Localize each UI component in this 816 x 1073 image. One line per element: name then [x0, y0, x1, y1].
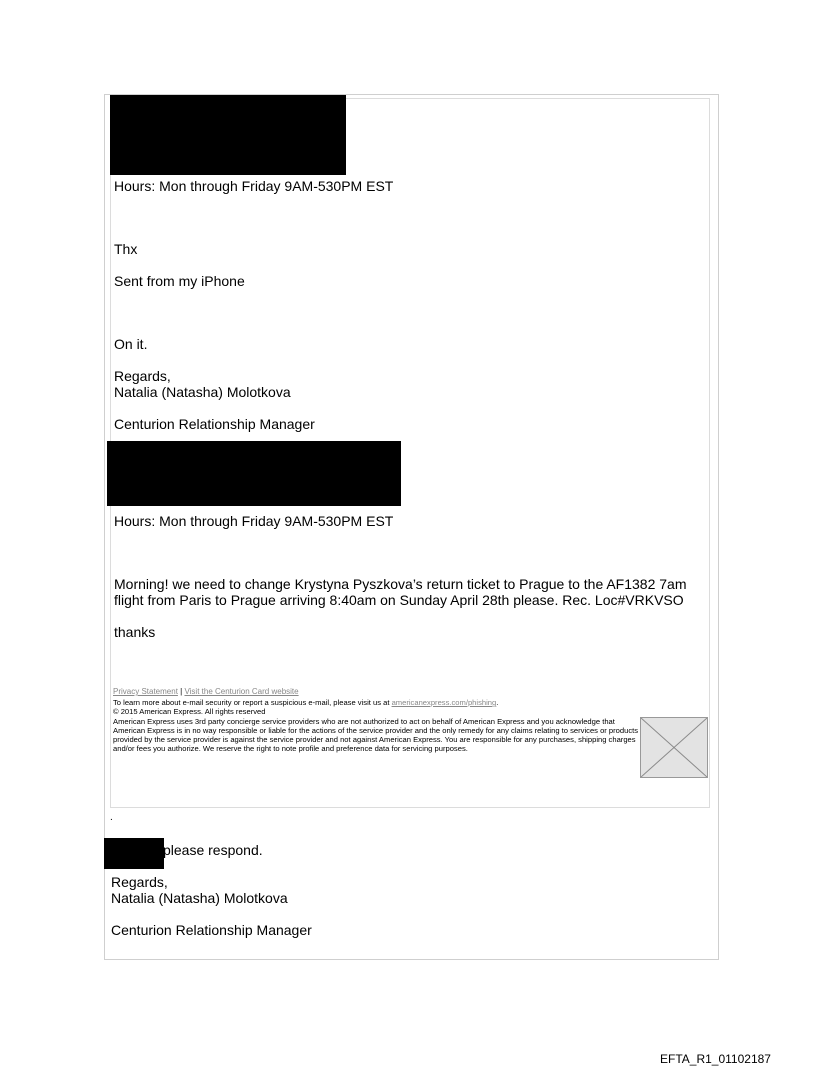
phishing-link[interactable]: americanexpress.com/phishing [391, 698, 497, 707]
hours-text: Hours: Mon through Friday 9AM-530PM EST [114, 513, 394, 529]
footer-links [113, 687, 299, 696]
copyright-text: © 2015 American Express. All rights reserved [113, 707, 266, 717]
privacy-statement-link[interactable]: Privacy Statement [113, 687, 178, 696]
regards-text: Regards, [111, 874, 168, 890]
hours-text: Hours: Mon through Friday 9AM-530PM EST [114, 178, 394, 194]
regards-text: Regards, [114, 368, 171, 384]
signature-title: Centurion Relationship Manager [114, 416, 315, 432]
thx-text: Thx [114, 241, 138, 257]
signature-name: Natalia (Natasha) Molotkova [111, 890, 288, 906]
disclaimer-text: American Express uses 3rd party concierge service providers who are not authorized to act on behalf of American Express and you acknowledge that American Express is in no way responsible or liable for the actions of the service provider and the only remedy for any claims relating to services or products provided by the service provider is against the service provider and not against American Express. You are responsible for any purchases, shipping charges and/or fees you authorize. We reserve the right to note profile and preference data for servicing purposes. [113, 716, 639, 754]
message-line: Morning! we need to change Krystyna Pyszkova’s return ticket to Prague to the AF1382 7am [114, 576, 687, 592]
signature-name: Natalia (Natasha) Molotkova [114, 384, 291, 400]
redaction-box [107, 441, 401, 506]
bates-number: EFTA_R1_01102187 [660, 1052, 771, 1066]
thanks-text: thanks [114, 624, 156, 640]
signature-title: Centurion Relationship Manager [111, 922, 312, 938]
on-it-text: On it. [114, 336, 148, 352]
broken-image-placeholder [640, 717, 708, 778]
redaction-box [104, 838, 164, 869]
centurion-website-link[interactable]: Visit the Centurion Card website [184, 687, 299, 696]
message-line: flight from Paris to Prague arriving 8:40am on Sunday April 28th please. Rec. Loc#VRKVSO [114, 592, 684, 608]
sent-from-text: Sent from my iPhone [114, 273, 245, 289]
phishing-notice: To learn more about e-mail security or report a suspicious e-mail, please visit us at americanexpress.com/phishing. [113, 698, 499, 707]
broken-image-icon [641, 718, 707, 777]
redaction-box [110, 95, 346, 175]
dot-separator: . [110, 812, 113, 823]
link-separator: | [177, 687, 185, 696]
please-respond-text: please respond. [163, 842, 263, 858]
legal-disclaimer [113, 698, 641, 754]
